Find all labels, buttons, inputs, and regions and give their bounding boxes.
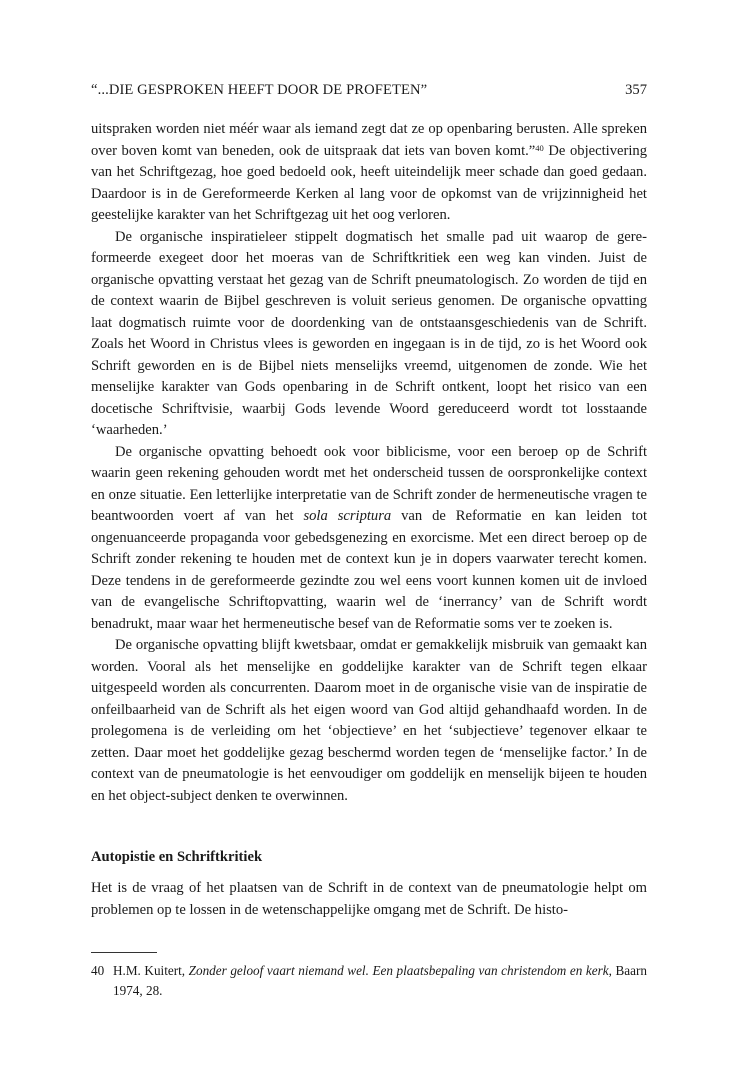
paragraph-2: De organische inspiratieleer stippelt dogmatisch het smalle pad uit waarop de gereformeerde exegeet door het moeras van de Schriftkritiek een weg kan vinden. Juist de organische opvatting verstaat het gezag van de Schrift pneumatologisch. Zo worden de tijd en de context waarin de Bijbel geschreven is voluit serieus genomen. De organische opvatting laat dogmatisch ruimte voor de doordenking van de ontstaansgeschiedenis van de Schrift. Zoals het Woord in Christus vlees is geworden en ingegaan is in de tijd, zo is het Woord ook Schrift geworden en is de Bijbel niets menselijks vreemd, uitgenomen de zonde. Wie het menselijke karakter van Gods openbaring in de Schrift ontkent, loopt het risico van een docetische Schriftvisie, waarbij Gods levende Woord gereduceerd wordt tot losstaande ‘waarheden.’ [91,228,647,438]
page-number: 357 [625,82,647,98]
running-head-title: “...DIE GESPROKEN HEEFT DOOR DE PROFETEN” [91,82,428,98]
footnote-40 [91,961,647,1001]
footnote-number: 40 [91,963,105,978]
footnote-body [113,961,647,1001]
footnote-rest: , Baarn 1974, 28. [113,963,647,998]
section-heading: Autopistie en Schriftkritiek [91,849,263,866]
footnote-separator [91,952,157,953]
footnote-reference-40: 40 [535,142,544,153]
paragraph-1 [91,119,647,227]
paragraph-3-text-a: De organische opvatting behoedt ook voor biblicisme, voor een beroep op de Schrift waarin geen rekening gehouden wordt met het onderscheid tussen de oorspronkelijke context en onze situatie. Een letterlijke interpretatie van de Schrift zonder de hermeneutische vragen te beantwoorden voert af van het [91,443,647,524]
section-paragraph: Het is de vraag of het plaatsen van de Schrift in de context van de pneumatologie helpt om problemen op te lossen in de wetenschappelijke omgang met de Schrift. De histo- [91,880,647,918]
paragraph-1-text-a: uitspraken worden niet méér waar als iemand zegt dat ze op openbaring berusten. Alle spreken over boven komt van beneden, ook de uitspraak dat iets van boven komt.” [91,121,647,159]
section-body [91,878,647,921]
paragraph-3-text-b: van de Reformatie en kan leiden tot ongenuanceerde propaganda voor gebedsgenezing en exorcisme. Met een direct beroep op de Schrift zonder rekening te houden met de context kun je in dopers vaarwater terecht komen. Deze tendens in de gereformeerde gezindte zou wel eens voort kunnen komen uit de invloed van de evangelische Schriftopvatting, waarin wel de ‘inerrancy’ van de Schrift wordt benadrukt, maar waar het hermeneutische besef van de Reformatie soms ver te zoeken is. [91,508,647,632]
paragraph-4: De organische opvatting blijft kwetsbaar, omdat er gemakkelijk misbruik van gemaakt kan worden. Vooral als het menselijke en goddelijke karakter van de Schrift tegen elkaar uitgespeeld worden als concurrenten. Daarom moet in de organische visie van de inspiratie de onfeilbaarheid van de Schrift als het eigen woord van God altijd gehandhaafd worden. In de prolegomena is de verleiding om het ‘objectieve’ en het ‘subjectieve’ tegenover elkaar te zetten. Daar moet het goddelijke gezag beschermd worden tegen de ‘menselijke factor.’ In de context van de pneumatologie is het eenvoudiger om goddelijk en menselijk bijeen te houden en het object-subject denken te overwinnen. [91,637,647,804]
footnote-author: H.M. Kuitert, [113,963,189,978]
body-text [91,119,647,807]
footnote-title: Zonder geloof vaart niemand wel. Een plaatsbepaling van christendom en kerk [188,963,609,978]
running-head [91,79,647,101]
paragraph-1-text-b: De objectivering van het Schriftgezag, hoe goed bedoeld ook, heeft uiteindelijk meer schade dan goed gedaan. Daardoor is in de Gereformeerde Kerken al lang voor de opkomst van de vrijzinnigheid het geestelijke karakter van het Schriftgezag uit het oog verloren. [91,142,647,223]
paragraph-3-italic: sola scriptura [303,508,392,524]
paragraph-3 [91,442,647,636]
